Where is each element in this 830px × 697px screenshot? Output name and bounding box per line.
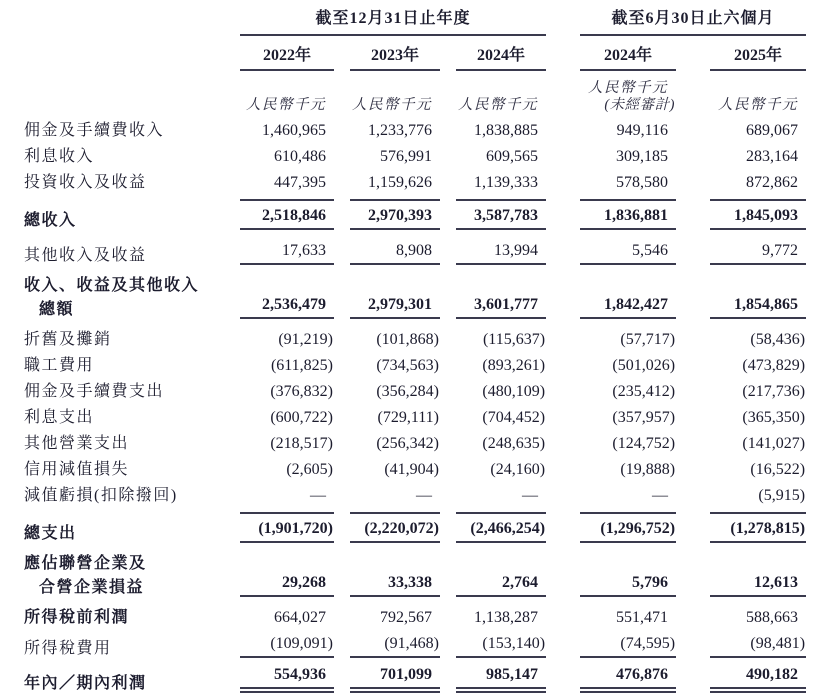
row-label (24, 234, 224, 269)
value: 2,518,846 (262, 207, 326, 224)
row-label-line1: 佣金及手續費收入 (24, 122, 165, 139)
value: (480,109) (482, 383, 546, 400)
value-cell-2025-interim (676, 547, 806, 601)
group-gap (546, 6, 564, 40)
value: (124,752) (612, 435, 676, 452)
value-cell-2022 (224, 379, 334, 405)
value-cell-2025-interim (676, 353, 806, 379)
value: (1,901,720) (258, 520, 333, 537)
value: (235,412) (612, 383, 676, 400)
value: 551,471 (616, 609, 669, 626)
value-cell-2023 (334, 144, 440, 170)
row-label-line1: 其他營業支出 (24, 435, 130, 452)
value-cell-2023 (334, 269, 440, 323)
group-gap (546, 601, 564, 631)
value: (5,915) (758, 487, 806, 504)
value-cell-2025-interim (676, 631, 806, 662)
value: 33,338 (388, 574, 432, 591)
value: (218,517) (270, 435, 333, 452)
value: 985,147 (486, 666, 539, 683)
value-cell-2025-interim (676, 144, 806, 170)
value: (98,481) (750, 635, 806, 652)
value: (57,717) (620, 331, 676, 348)
value-cell-2024-interim (564, 353, 676, 379)
value-cell-2022 (224, 323, 334, 353)
row-label-line1: 佣金及手續費支出 (24, 383, 165, 400)
value-cell-2022 (224, 457, 334, 483)
value-cell-2024 (440, 483, 546, 509)
table-row (24, 405, 806, 431)
table-row (24, 483, 806, 509)
value-cell-2024 (440, 379, 546, 405)
value-cell-2024-interim (564, 431, 676, 457)
row-label (24, 170, 224, 196)
value: 17,633 (282, 242, 326, 259)
unit-cell (564, 75, 676, 118)
value-cell-2025-interim (676, 405, 806, 431)
value: (153,140) (482, 635, 546, 652)
group-gap (546, 431, 564, 457)
table-row (24, 323, 806, 353)
value: (357,957) (612, 409, 676, 426)
value: (248,635) (482, 435, 546, 452)
value-cell-2024-interim (564, 196, 676, 234)
value-cell-2023 (334, 118, 440, 144)
value-cell-2025-interim (676, 118, 806, 144)
value-cell-2024-interim (564, 234, 676, 269)
value: 13,994 (494, 242, 539, 259)
value: 1,838,885 (474, 122, 539, 139)
value-cell-2023 (334, 353, 440, 379)
group-gap (546, 144, 564, 170)
value-cell-2023 (334, 601, 440, 631)
value: 588,663 (746, 609, 799, 626)
value: 2,536,479 (262, 296, 326, 313)
currency-unit: 人民幣千元 (352, 97, 432, 113)
value: (41,904) (384, 461, 439, 478)
value-cell-2022 (224, 631, 334, 662)
group-gap (546, 457, 564, 483)
group-annual-title: 截至12月31日止年度 (240, 9, 546, 36)
year-header-2024: 2024年 (440, 40, 546, 75)
unit-cell (334, 75, 440, 118)
value-cell-2023 (334, 457, 440, 483)
value: (1,296,752) (600, 520, 676, 537)
value-cell-2022 (224, 509, 334, 547)
value: 576,991 (380, 148, 432, 165)
value: 476,876 (616, 666, 669, 683)
value: — (416, 487, 432, 504)
row-label (24, 457, 224, 483)
currency-unit: 人民幣千元 (458, 97, 539, 113)
value-cell-2025-interim (676, 483, 806, 509)
value-cell-2024 (440, 196, 546, 234)
value: (101,868) (376, 331, 439, 348)
value: 309,185 (616, 148, 669, 165)
value-cell-2024-interim (564, 457, 676, 483)
group-gap (546, 323, 564, 353)
group-gap (546, 353, 564, 379)
value: — (652, 487, 669, 504)
value-cell-2024-interim (564, 601, 676, 631)
value: 29,268 (282, 574, 326, 591)
value: 949,116 (616, 122, 669, 139)
value: 1,138,287 (474, 609, 539, 626)
value: 1,460,965 (262, 122, 326, 139)
unit-header-row (24, 75, 806, 118)
row-label-line2: 總額 (39, 301, 75, 318)
value-cell-2025-interim (676, 509, 806, 547)
value: 8,908 (396, 242, 432, 259)
table-row (24, 118, 806, 144)
value-cell-2023 (334, 509, 440, 547)
value: (256,342) (376, 435, 439, 452)
value-cell-2024-interim (564, 509, 676, 547)
value-cell-2024 (440, 144, 546, 170)
row-label-line1: 收入、收益及其他收入 (24, 277, 200, 294)
value-cell-2022 (224, 196, 334, 234)
value-cell-2024 (440, 431, 546, 457)
currency-unit: 人民幣千元 (718, 97, 799, 113)
value-cell-2024 (440, 323, 546, 353)
header-blank-cell (24, 6, 224, 40)
row-label (24, 118, 224, 144)
value-cell-2025-interim (676, 601, 806, 631)
value: (365,350) (742, 409, 806, 426)
value: — (522, 487, 539, 504)
row-label-line1: 總支出 (24, 525, 77, 542)
group-gap (546, 405, 564, 431)
value-cell-2024 (440, 457, 546, 483)
group-gap (546, 631, 564, 662)
row-label-line1: 信用減值損失 (24, 461, 130, 478)
group-gap (546, 40, 564, 75)
value-cell-2024-interim (564, 269, 676, 323)
column-group-row (24, 6, 806, 40)
unit-cell (676, 75, 806, 118)
value: (376,832) (270, 383, 333, 400)
row-label (24, 405, 224, 431)
table-row (24, 196, 806, 234)
group-gap (546, 379, 564, 405)
value: (501,026) (612, 357, 676, 374)
value: (600,722) (270, 409, 333, 426)
row-label (24, 269, 224, 323)
row-label-line1: 應佔聯營企業及 (24, 555, 147, 572)
value: 2,979,301 (368, 296, 432, 313)
row-label-line2: 合營企業損益 (39, 579, 145, 596)
value: 609,565 (486, 148, 539, 165)
row-label-line1: 其他收入及收益 (24, 247, 147, 264)
value: 9,772 (762, 242, 799, 259)
header-blank-cell (24, 75, 224, 118)
value-cell-2022 (224, 601, 334, 631)
value-cell-2024-interim (564, 547, 676, 601)
value-cell-2022 (224, 234, 334, 269)
value-cell-2025-interim (676, 379, 806, 405)
value-cell-2023 (334, 483, 440, 509)
year-header-2024-interim: 2024年 (564, 40, 676, 75)
row-label-line1: 所得稅前利潤 (24, 609, 130, 626)
row-label (24, 662, 224, 697)
value-cell-2022 (224, 431, 334, 457)
value-cell-2022 (224, 144, 334, 170)
value-cell-2024 (440, 269, 546, 323)
table-row (24, 457, 806, 483)
value: 5,546 (632, 242, 669, 259)
value-cell-2024 (440, 170, 546, 196)
value: 1,842,427 (604, 296, 669, 313)
value: 1,845,093 (734, 207, 799, 224)
row-label (24, 431, 224, 457)
value: 872,862 (746, 174, 799, 191)
unit-cell (440, 75, 546, 118)
audit-note: (未經審計) (604, 97, 676, 113)
year-header-2025-interim: 2025年 (676, 40, 806, 75)
row-label (24, 547, 224, 601)
value-cell-2023 (334, 662, 440, 697)
value: 554,936 (274, 666, 326, 683)
value: 490,182 (746, 666, 799, 683)
value-cell-2024 (440, 662, 546, 697)
value: (729,111) (377, 409, 439, 426)
value-cell-2024-interim (564, 405, 676, 431)
value: 792,567 (380, 609, 432, 626)
value-cell-2022 (224, 118, 334, 144)
table-row (24, 269, 806, 323)
value: (893,261) (482, 357, 546, 374)
value: (473,829) (742, 357, 806, 374)
value-cell-2022 (224, 662, 334, 697)
value: 1,836,881 (604, 207, 669, 224)
value-cell-2023 (334, 431, 440, 457)
value: (58,436) (750, 331, 806, 348)
value-cell-2023 (334, 323, 440, 353)
group-interim-title: 截至6月30日止六個月 (580, 9, 806, 36)
value: — (310, 487, 326, 504)
table-row (24, 144, 806, 170)
table-body (24, 118, 806, 697)
currency-unit: 人民幣千元 (588, 80, 669, 96)
value: 3,587,783 (474, 207, 539, 224)
value-cell-2025-interim (676, 662, 806, 697)
value: (19,888) (620, 461, 676, 478)
value-cell-2024-interim (564, 170, 676, 196)
value: 701,099 (380, 666, 432, 683)
value: (217,736) (742, 383, 806, 400)
row-label (24, 509, 224, 547)
value-cell-2024-interim (564, 483, 676, 509)
value: (141,027) (742, 435, 806, 452)
value-cell-2024 (440, 631, 546, 662)
value-cell-2023 (334, 405, 440, 431)
table-row (24, 170, 806, 196)
value: (2,466,254) (470, 520, 546, 537)
value: 610,486 (274, 148, 326, 165)
group-gap (546, 75, 564, 118)
value: 5,796 (632, 574, 669, 591)
table-header (24, 6, 806, 118)
table-row (24, 431, 806, 457)
value: 283,164 (746, 148, 799, 165)
value-cell-2023 (334, 170, 440, 196)
value: 2,970,393 (368, 207, 432, 224)
value-cell-2025-interim (676, 323, 806, 353)
value: (16,522) (750, 461, 806, 478)
table-row (24, 631, 806, 662)
value-cell-2024-interim (564, 662, 676, 697)
value: 689,067 (746, 122, 799, 139)
row-label-line1: 職工費用 (24, 357, 95, 374)
value: (611,825) (270, 357, 333, 374)
group-annual (224, 6, 546, 40)
value: 1,233,776 (368, 122, 432, 139)
year-header-row (24, 40, 806, 75)
value-cell-2024-interim (564, 118, 676, 144)
group-gap (546, 483, 564, 509)
value-cell-2022 (224, 353, 334, 379)
value: (2,220,072) (364, 520, 439, 537)
table-row (24, 662, 806, 697)
value: (2,605) (286, 461, 333, 478)
value-cell-2023 (334, 379, 440, 405)
value-cell-2025-interim (676, 170, 806, 196)
group-interim (564, 6, 806, 40)
table-row (24, 509, 806, 547)
value-cell-2022 (224, 269, 334, 323)
value-cell-2022 (224, 483, 334, 509)
income-statement-table (24, 6, 806, 697)
value-cell-2023 (334, 196, 440, 234)
value-cell-2022 (224, 170, 334, 196)
row-label-line1: 利息收入 (24, 148, 95, 165)
group-gap (546, 547, 564, 601)
row-label-line1: 投資收入及收益 (24, 174, 147, 191)
value: (24,160) (490, 461, 546, 478)
value-cell-2025-interim (676, 269, 806, 323)
row-label (24, 601, 224, 631)
value-cell-2023 (334, 234, 440, 269)
value-cell-2024 (440, 509, 546, 547)
value-cell-2024-interim (564, 379, 676, 405)
value-cell-2024 (440, 547, 546, 601)
row-label-line1: 減值虧損(扣除撥回) (24, 487, 178, 504)
value-cell-2024 (440, 234, 546, 269)
value: (74,595) (620, 635, 676, 652)
group-gap (546, 234, 564, 269)
row-label (24, 323, 224, 353)
value: (91,219) (278, 331, 333, 348)
value-cell-2025-interim (676, 457, 806, 483)
value: 2,764 (502, 574, 539, 591)
value: 12,613 (754, 574, 799, 591)
group-gap (546, 170, 564, 196)
value-cell-2025-interim (676, 196, 806, 234)
unit-cell (224, 75, 334, 118)
value: (91,468) (384, 635, 439, 652)
row-label-line1: 總收入 (24, 212, 77, 229)
value: 1,854,865 (734, 296, 799, 313)
value-cell-2024-interim (564, 144, 676, 170)
value: (356,284) (376, 383, 439, 400)
value: 447,395 (274, 174, 326, 191)
value: 1,159,626 (368, 174, 432, 191)
group-gap (546, 662, 564, 697)
value-cell-2023 (334, 631, 440, 662)
header-blank-cell (24, 40, 224, 75)
value: (109,091) (270, 635, 333, 652)
row-label (24, 483, 224, 509)
value-cell-2022 (224, 547, 334, 601)
value-cell-2025-interim (676, 431, 806, 457)
value-cell-2023 (334, 547, 440, 601)
value: (1,278,815) (730, 520, 806, 537)
value-cell-2025-interim (676, 234, 806, 269)
currency-unit: 人民幣千元 (246, 97, 326, 113)
value: 578,580 (616, 174, 669, 191)
group-gap (546, 509, 564, 547)
row-label (24, 144, 224, 170)
table-row (24, 353, 806, 379)
value-cell-2024 (440, 118, 546, 144)
row-label-line1: 所得稅費用 (24, 640, 112, 657)
row-label-line1: 年內／期內利潤 (24, 675, 147, 692)
table-row (24, 601, 806, 631)
table-row (24, 379, 806, 405)
row-label (24, 631, 224, 662)
group-gap (546, 118, 564, 144)
value-cell-2024 (440, 601, 546, 631)
row-label (24, 353, 224, 379)
year-header-2023: 2023年 (334, 40, 440, 75)
row-label (24, 379, 224, 405)
value-cell-2024-interim (564, 323, 676, 353)
value: (115,637) (482, 331, 546, 348)
value: 3,601,777 (474, 296, 539, 313)
value: (734,563) (376, 357, 439, 374)
year-header-2022: 2022年 (224, 40, 334, 75)
value: (704,452) (482, 409, 546, 426)
value: 664,027 (274, 609, 326, 626)
value-cell-2022 (224, 405, 334, 431)
table-row (24, 547, 806, 601)
value-cell-2024 (440, 405, 546, 431)
group-gap (546, 196, 564, 234)
row-label-line1: 利息支出 (24, 409, 95, 426)
table-row (24, 234, 806, 269)
value: 1,139,333 (474, 174, 539, 191)
row-label-line1: 折舊及攤銷 (24, 331, 112, 348)
row-label (24, 196, 224, 234)
value-cell-2024-interim (564, 631, 676, 662)
group-gap (546, 269, 564, 323)
value-cell-2024 (440, 353, 546, 379)
